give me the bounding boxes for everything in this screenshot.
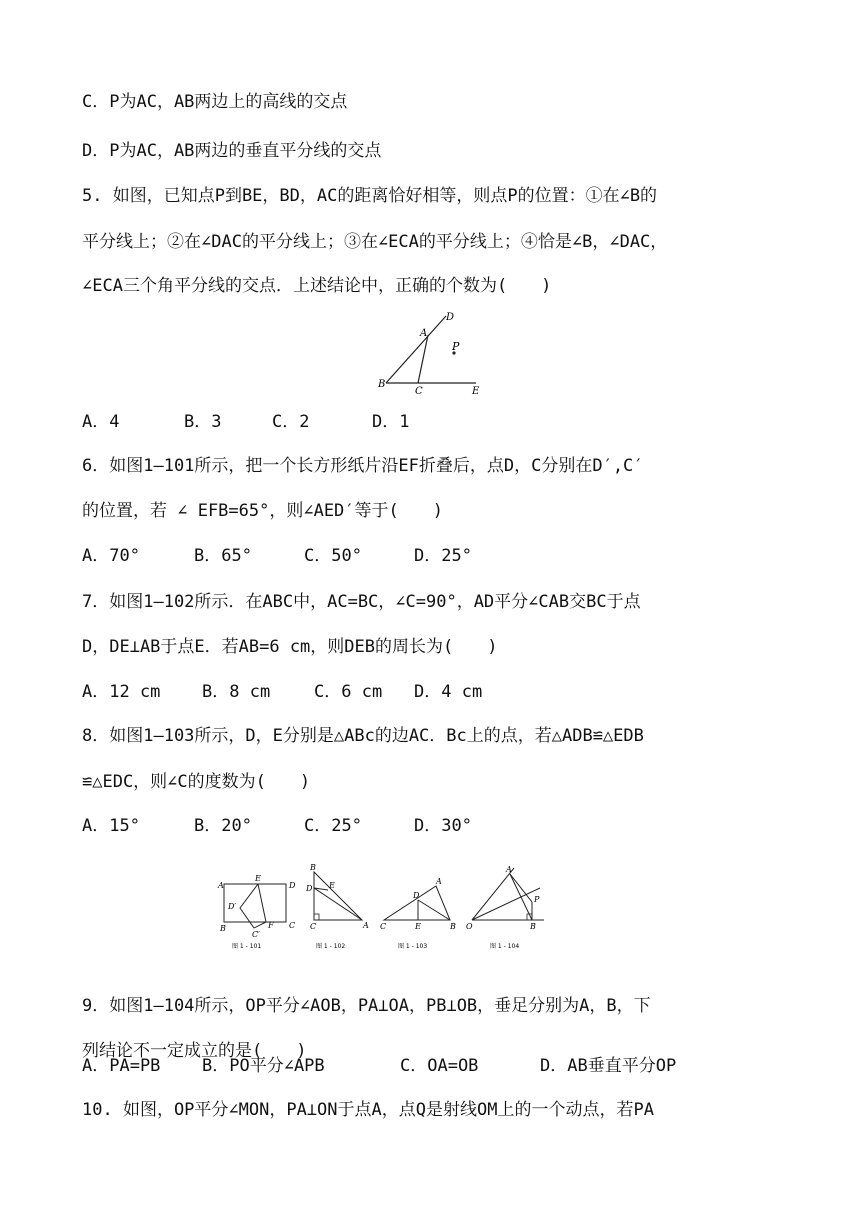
svg-text:D: D	[289, 881, 296, 890]
question-5-line-3: ∠ECA三个角平分线的交点．上述结论中，正确的个数为( )	[82, 276, 552, 296]
question-9-line-1: 9．如图1—104所示，OP平分∠AOB，PA⊥OA，PB⊥OB，垂足分别为A，B，下	[82, 996, 651, 1016]
caption-1-104: 图 1 - 104	[490, 943, 520, 950]
svg-text:B: B	[450, 922, 456, 931]
svg-text:C: C	[289, 921, 296, 930]
figure-1-101	[217, 874, 296, 950]
svg-text:A: A	[218, 881, 224, 890]
option-b: B．PO平分∠APB	[202, 1056, 325, 1076]
caption-1-103: 图 1 - 103	[398, 943, 428, 950]
option-c: C．6 cm	[314, 682, 383, 702]
question-9-line-2: 列结论不一定成立的是( )	[82, 1041, 307, 1061]
option-c: C．25°	[304, 816, 362, 836]
label-e: E	[472, 386, 480, 397]
option-c-q4: C．P为AC，AB两边上的高线的交点	[82, 92, 348, 112]
svg-text:C: C	[310, 922, 317, 931]
option-a: A．4	[82, 412, 120, 432]
option-d: D．AB垂直平分OP	[540, 1056, 677, 1076]
label-b: B	[378, 379, 386, 390]
label-a: A	[420, 328, 428, 339]
figure-1-103	[380, 877, 456, 950]
figure-1-104	[466, 865, 544, 950]
svg-text:O: O	[466, 922, 473, 931]
figure-q5	[372, 308, 492, 400]
svg-text:B: B	[310, 863, 316, 872]
question-10-line-1: 10. 如图，OP平分∠MON，PA⊥ON于点A，点Q是射线OM上的一个动点，若PA	[82, 1100, 654, 1120]
svg-text:A: A	[506, 865, 512, 874]
question-7-line-2: D，DE⊥AB于点E．若AB=6 cm，则DEB的周长为( )	[82, 637, 498, 657]
option-d: D．4 cm	[414, 682, 483, 702]
svg-text:C′: C′	[252, 930, 260, 939]
option-d-q4: D．P为AC，AB两边的垂直平分线的交点	[82, 141, 382, 161]
option-d: D．1	[372, 412, 410, 432]
question-5-line-2: 平分线上；②在∠DAC的平分线上；③在∠ECA的平分线上；④恰是∠B，∠DAC，	[82, 232, 668, 252]
svg-text:D′: D′	[228, 902, 237, 911]
svg-text:E: E	[329, 881, 335, 890]
svg-text:P: P	[534, 895, 540, 904]
option-b: B．20°	[194, 816, 252, 836]
svg-text:D: D	[413, 891, 420, 900]
option-c: C．2	[272, 412, 310, 432]
option-a: A．12 cm	[82, 682, 161, 702]
option-c: C．OA=OB	[400, 1056, 479, 1076]
question-6-line-1: 6．如图1—101所示，把一个长方形纸片沿EF折叠后，点D，C分别在D′,C′	[82, 456, 644, 476]
label-c: C	[415, 386, 423, 397]
svg-text:F: F	[268, 921, 274, 930]
option-d: D．30°	[414, 816, 472, 836]
svg-text:C: C	[380, 922, 387, 931]
question-7-line-1: 7．如图1—102所示．在ABC中，AC=BC，∠C=90°，AD平分∠CAB交BC于点	[82, 592, 641, 612]
question-6-line-2: 的位置，若 ∠ EFB=65°，则∠AED′等于( )	[82, 501, 443, 521]
option-b: B．3	[184, 412, 222, 432]
option-a: A．15°	[82, 816, 140, 836]
label-d: D	[446, 312, 455, 323]
option-a: A．PA=PB	[82, 1056, 161, 1076]
svg-text:B: B	[530, 922, 536, 931]
question-8-line-2: ≌△EDC，则∠C的度数为( )	[82, 772, 311, 792]
svg-text:A: A	[436, 877, 442, 886]
label-p: P	[452, 340, 460, 353]
svg-text:E: E	[255, 874, 261, 883]
figure-1-102	[305, 863, 369, 950]
figures-row	[210, 858, 550, 954]
option-b: B．65°	[194, 546, 252, 566]
svg-text:A: A	[363, 921, 369, 930]
caption-1-101: 图 1 - 101	[232, 943, 262, 950]
option-d: D．25°	[414, 546, 472, 566]
option-a: A．70°	[82, 546, 140, 566]
ray-bd	[386, 316, 446, 383]
svg-text:E: E	[415, 922, 421, 931]
svg-text:B: B	[220, 924, 226, 933]
question-5-line-1: 5. 如图，已知点P到BE，BD，AC的距离恰好相等，则点P的位置：①在∠B的	[82, 186, 658, 206]
caption-1-102: 图 1 - 102	[316, 943, 346, 950]
option-c: C．50°	[304, 546, 362, 566]
option-b: B．8 cm	[202, 682, 271, 702]
svg-text:D: D	[306, 884, 313, 893]
question-8-line-1: 8．如图1—103所示，D，E分别是△ABc的边AC．Bc上的点，若△ADB≌△EDB	[82, 726, 644, 746]
